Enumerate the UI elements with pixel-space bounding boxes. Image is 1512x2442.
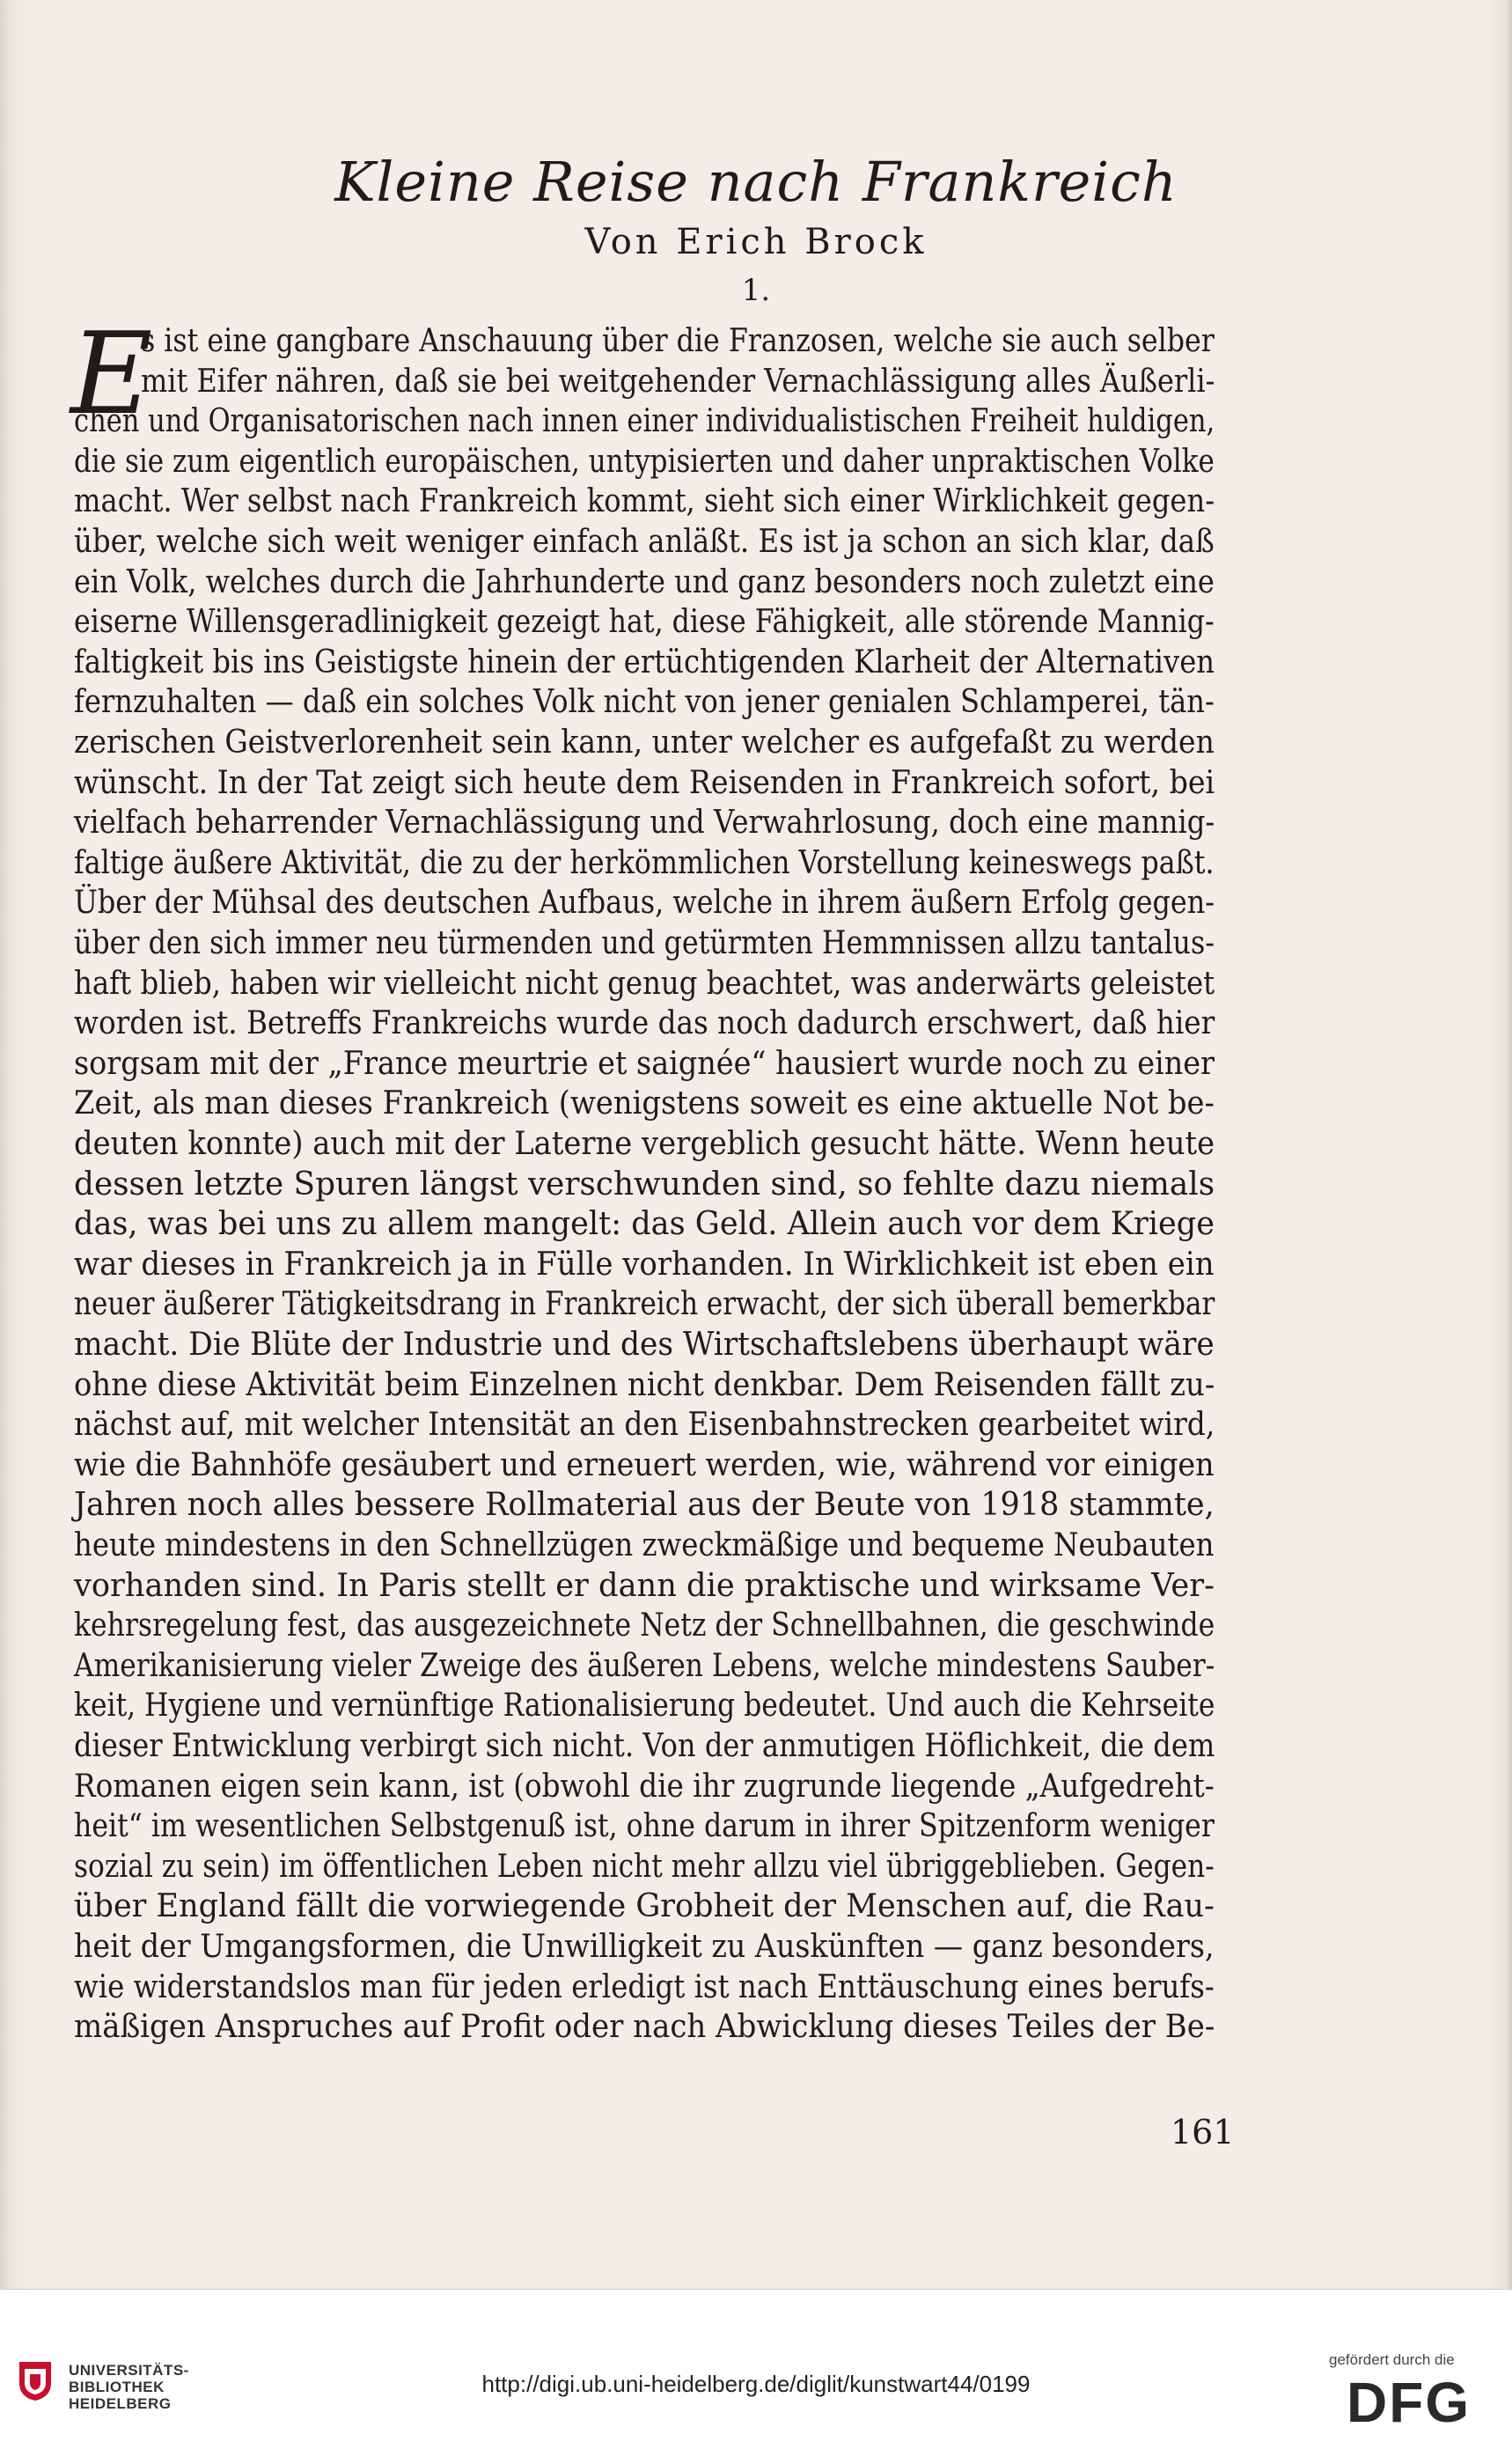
drop-cap: E xyxy=(70,309,153,440)
text-line: heit der Umgangsformen, die Unwilligkeit zu Auskünften — ganz besonders, xyxy=(74,1929,1215,1965)
text-line: zerischen Geistverlorenheit sein kann, unter welcher es aufgefaßt zu werden xyxy=(74,725,1215,761)
text-line: neuer äußerer Tätigkeitsdrang in Frankreich erwacht, der sich überall bemerkbar xyxy=(74,1286,1215,1323)
text-line: keit, Hygiene und vernünftige Rationalisierung bedeutet. Und auch die Kehrseite xyxy=(74,1688,1215,1725)
text-line: kehrsregelung fest, das ausgezeichnete Netz der Schnellbahnen, die geschwinde xyxy=(74,1607,1215,1644)
text-line: worden ist. Betreffs Frankreichs wurde das noch dadurch erschwert, daß hier xyxy=(74,1005,1215,1042)
text-line: deuten konnte) auch mit der Laterne vergeblich gesucht hätte. Wenn heute xyxy=(74,1126,1215,1162)
text-line: die sie zum eigentlich europäischen, untypisierten und daher unpraktischen Volke xyxy=(74,443,1215,480)
text-line: macht. Wer selbst nach Frankreich kommt, sieht sich einer Wirklichkeit gegen- xyxy=(74,483,1215,520)
text-line: ein Volk, welches durch die Jahrhunderte und ganz besonders noch zuletzt eine xyxy=(74,563,1215,600)
article-title: Kleine Reise nach Frankreich xyxy=(334,150,1178,214)
text-line: über, welche sich weit weniger einfach anläßt. Es ist ja schon an sich klar, daß xyxy=(74,524,1215,560)
text-line: mäßigen Anspruches auf Profit oder nach Abwicklung dieses Teiles der Be- xyxy=(74,2009,1215,2046)
text-line: sozial zu sein) im öffentlichen Leben nicht mehr allzu viel übriggeblieben. Gegen- xyxy=(74,1848,1215,1885)
article-byline: Von Erich Brock xyxy=(584,222,928,262)
page-number: 161 xyxy=(1171,2113,1235,2151)
text-line: fernzuhalten — daß ein solches Volk nicht von jener genialen Schlamperei, tän- xyxy=(74,684,1215,721)
text-line: war dieses in Frankreich ja in Fülle vorhanden. In Wirklichkeit ist eben ein xyxy=(74,1246,1215,1283)
text-line: vorhanden sind. In Paris stellt er dann die praktische und wirksame Ver- xyxy=(74,1567,1215,1604)
text-line: faltige äußere Aktivität, die zu der herkömmlichen Vorstellung keineswegs paßt. xyxy=(74,844,1215,881)
text-line: chen und Organisatorischen nach innen einer individualistischen Freiheit huldigen, xyxy=(74,403,1215,440)
text-line: ohne diese Aktivität beim Einzelnen nicht denkbar. Dem Reisenden fällt zu- xyxy=(74,1366,1215,1403)
institution-name: UNIVERSITÄTS- BIBLIOTHEK HEIDELBERG xyxy=(69,2362,189,2412)
text-line: wie die Bahnhöfe gesäubert und erneuert werden, wie, während vor einigen xyxy=(74,1446,1215,1483)
funder-logo: DFG xyxy=(1347,2371,1472,2434)
text-line: über den sich immer neu türmenden und getürmten Hemmnissen allzu tantalus- xyxy=(74,925,1215,961)
text-line: heit“ im wesentlichen Selbstgenuß ist, ohne darum in ihrer Spitzenform weniger xyxy=(74,1808,1215,1845)
text-line: Zeit, als man dieses Frankreich (wenigstens soweit es eine aktuelle Not be- xyxy=(74,1085,1215,1122)
text-line: Romanen eigen sein kann, ist (obwohl die ihr zugrunde liegende „Aufgedreht- xyxy=(74,1768,1215,1805)
source-url[interactable]: http://digi.ub.uni-heidelberg.de/diglit/kunstwart44/0199 xyxy=(481,2371,1031,2397)
section-number: 1. xyxy=(741,273,771,308)
text-line: nächst auf, mit welcher Intensität an den Eisenbahnstrecken gearbeitet wird, xyxy=(74,1407,1215,1444)
text-line: Über der Mühsal des deutschen Aufbaus, welche in ihrem äußern Erfolg gegen- xyxy=(74,885,1215,922)
text-line: s ist eine gangbare Anschauung über die Franzosen, welche sie auch selber xyxy=(141,323,1215,359)
text-line: dessen letzte Spuren längst verschwunden sind, so fehlte dazu niemals xyxy=(74,1166,1215,1203)
digitization-footer xyxy=(0,2289,1512,2442)
text-line: dieser Entwicklung verbirgt sich nicht. Von der anmutigen Höflichkeit, die dem xyxy=(74,1728,1215,1764)
text-line: haft blieb, haben wir vielleicht nicht genug beachtet, was anderwärts geleistet xyxy=(74,965,1215,1002)
text-line: wünscht. In der Tat zeigt sich heute dem Reisenden in Frankreich sofort, bei xyxy=(74,764,1215,801)
text-line: macht. Die Blüte der Industrie und des Wirtschaftslebens überhaupt wäre xyxy=(74,1327,1215,1363)
text-line: sorgsam mit der „France meurtrie et saignée“ hausiert wurde noch zu einer xyxy=(74,1045,1215,1082)
text-line: heute mindestens in den Schnellzügen zweckmäßige und bequeme Neubauten xyxy=(74,1527,1215,1563)
text-line: Amerikanisierung vieler Zweige des äußeren Lebens, welche mindestens Sauber- xyxy=(74,1647,1215,1684)
text-line: über England fällt die vorwiegende Grobheit der Menschen auf, die Rau- xyxy=(74,1888,1215,1925)
funding-note: gefördert durch die xyxy=(1329,2351,1455,2368)
text-line: Jahren noch alles bessere Rollmaterial aus der Beute von 1918 stammte, xyxy=(74,1487,1215,1524)
text-line: wie widerstandslos man für jeden erledigt ist nach Enttäuschung eines berufs- xyxy=(74,1968,1215,2005)
text-line: faltigkeit bis ins Geistigste hinein der ertüchtigenden Klarheit der Alternativen xyxy=(74,644,1215,680)
text-line: eiserne Willensgeradlinigkeit gezeigt hat, diese Fähigkeit, alle störende Mannig- xyxy=(74,604,1215,641)
text-line: das, was bei uns zu allem mangelt: das Geld. Allein auch vor dem Kriege xyxy=(74,1206,1215,1243)
text-line: mit Eifer nähren, daß sie bei weitgehender Vernachlässigung alles Äußerli- xyxy=(141,363,1215,400)
text-line: vielfach beharrender Vernachlässigung und Verwahrlosung, doch eine mannig- xyxy=(74,805,1215,842)
